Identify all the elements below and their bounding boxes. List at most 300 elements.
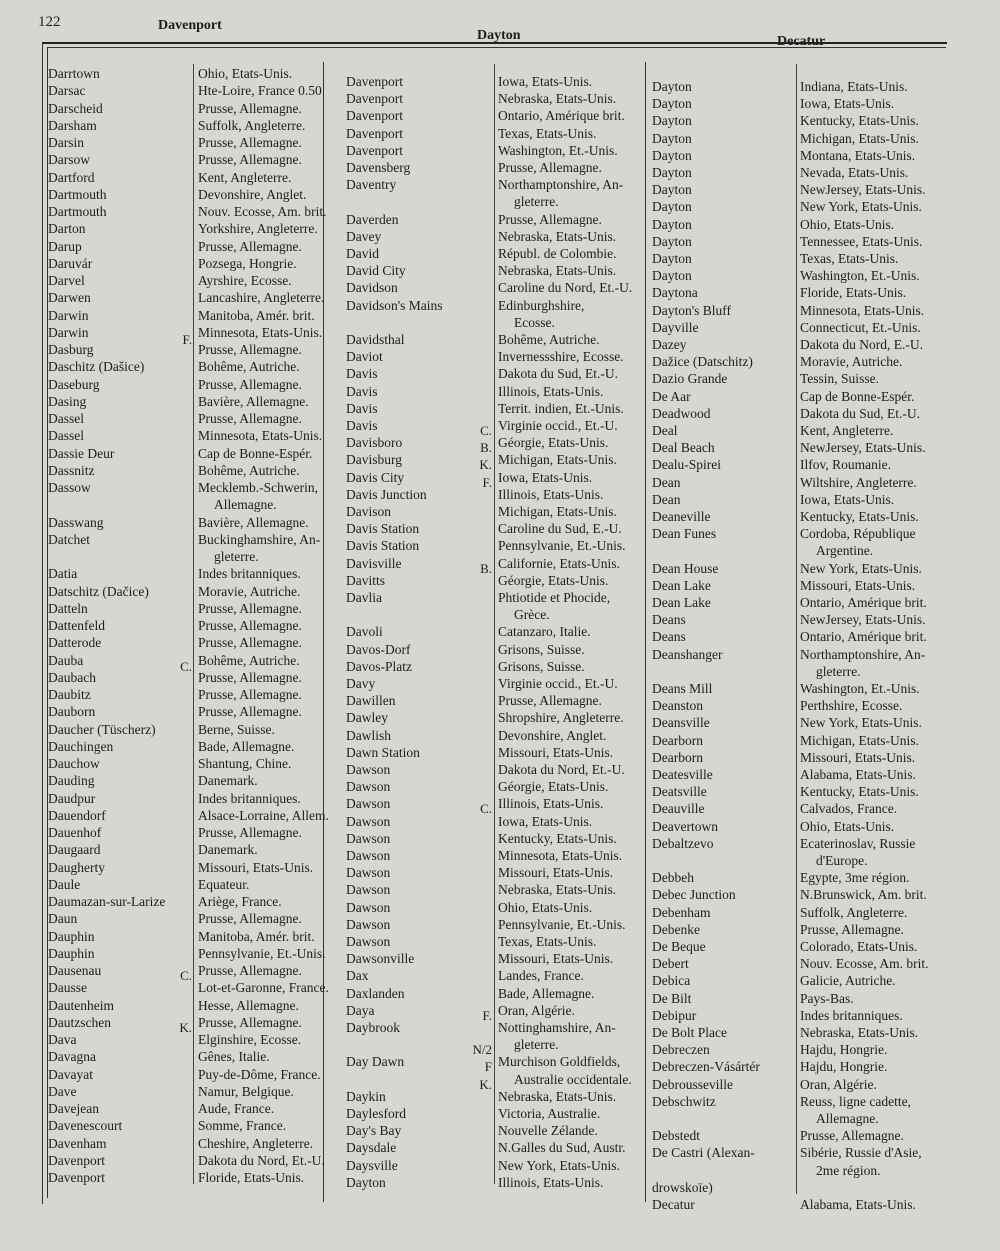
postal-code: C. (480, 423, 492, 438)
location: Caroline du Nord, Et.-U. (498, 280, 633, 296)
place-name: Davidsthal (346, 332, 405, 347)
running-head-left: Davenport (158, 18, 222, 33)
postal-code: F. (182, 332, 192, 347)
place-name: Dave (48, 1083, 77, 1099)
place-name: Dassie Deur (48, 445, 115, 461)
place-name: Davis (346, 400, 378, 416)
location: Ayrshire, Ecosse. (198, 273, 292, 288)
place-name: Deal (652, 423, 678, 438)
location: Suffolk, Angleterre. (198, 117, 306, 133)
place-name: Deansville (652, 715, 710, 731)
place-name: Daverden (346, 211, 399, 227)
location: gleterre. (214, 549, 259, 564)
location: Dakota du Nord, Et.-U. (498, 762, 625, 777)
place-name: Darsin (48, 135, 84, 150)
location: Prusse, Allemagne. (198, 825, 302, 840)
place-name: Davenport (346, 74, 403, 89)
place-name: Dawley (346, 710, 388, 726)
location: Perthshire, Ecosse. (800, 698, 903, 714)
place-name: Daubach (48, 669, 96, 685)
place-name: Davis Station (346, 521, 420, 537)
location: Minnesota, Etats-Unis. (198, 428, 323, 444)
location: Géorgie, Etats-Unis. (498, 779, 609, 795)
location: N.Galles du Sud, Austr. (498, 1140, 626, 1156)
postal-code: F. (482, 1007, 492, 1023)
location: Prusse, Allemagne. (198, 618, 302, 633)
location: Nouvelle Zélande. (498, 1123, 598, 1139)
place-name: Daysdale (346, 1140, 397, 1156)
postal-code: C. (180, 658, 192, 674)
location: Alabama, Etats-Unis. (800, 767, 916, 782)
location: Texas, Etats-Unis. (800, 251, 899, 266)
location: Michigan, Etats-Unis. (800, 130, 919, 146)
place-name: Dauphin (48, 928, 95, 944)
location: Lot-et-Garonne, France. (198, 980, 329, 996)
place-name: Dawson (346, 779, 391, 795)
location: Bohême, Autriche. (198, 652, 300, 668)
location: Prusse, Allemagne. (198, 1014, 302, 1030)
location: Nebraska, Etats-Unis. (498, 263, 617, 279)
location: Gênes, Italie. (198, 1049, 270, 1065)
location: gleterre. (816, 663, 861, 679)
place-name: Dasswang (48, 514, 104, 530)
location: Cap de Bonne-Espér. (800, 388, 915, 404)
location: Caroline du Sud, E.-U. (498, 521, 622, 537)
location: Prusse, Allemagne. (198, 635, 302, 651)
location: Wiltshire, Angleterre. (800, 474, 917, 490)
location: Ohio, Etats-Unis. (800, 216, 895, 232)
location: Devonshire, Anglet. (498, 727, 607, 743)
place-name: Datia (48, 566, 78, 582)
place-name: Dean (652, 491, 681, 507)
place-name: Darsac (48, 83, 86, 99)
place-name: Dean Lake (652, 595, 711, 610)
place-name: Darwin (48, 307, 89, 323)
location: Prusse, Allemagne. (198, 342, 302, 357)
place-name: Daudpur (48, 790, 96, 806)
postal-code: N/2 (472, 1042, 492, 1058)
location: Moravie, Autriche. (800, 354, 903, 370)
location: Mecklemb.-Schwerin, (198, 480, 318, 495)
place-name: Dassel (48, 411, 84, 426)
location: Prusse, Allemagne. (198, 687, 302, 702)
place-name: Davoli (346, 624, 383, 640)
location: Victoria, Australie. (498, 1106, 601, 1121)
place-name: Deanshanger (652, 646, 723, 662)
postal-code: F (484, 1059, 492, 1075)
location: Reuss, ligne cadette, (800, 1093, 911, 1109)
location: Oran, Algérie. (498, 1002, 575, 1018)
location: Grisons, Suisse. (498, 658, 585, 674)
column-separator (323, 62, 324, 1202)
place-name: Dawlish (346, 727, 391, 743)
location: Prusse, Allemagne. (198, 911, 302, 927)
place-name: Dawson (346, 916, 391, 932)
location: Prusse, Allemagne. (198, 135, 302, 150)
place-name: Deaneville (652, 509, 711, 524)
location: Iowa, Etats-Unis. (800, 491, 895, 507)
place-name: Dawn Station (346, 744, 420, 760)
location: New York, Etats-Unis. (498, 1157, 620, 1173)
location-rule (796, 64, 797, 1194)
location: Ariège, France. (198, 894, 282, 909)
place-name: Dattenfeld (48, 618, 105, 633)
location: Iowa, Etats-Unis. (800, 96, 895, 112)
place-name: Davagna (48, 1049, 96, 1065)
place-name: Dažice (Datschitz) (652, 354, 753, 370)
location: Illinois, Etats-Unis. (498, 1174, 604, 1190)
location: Cordoba, République (800, 526, 916, 542)
place-name: Dayton (652, 268, 692, 284)
place-name: Dayton (652, 233, 692, 249)
place-name: Davis (346, 418, 378, 433)
place-name: Davy (346, 676, 376, 691)
location: Suffolk, Angleterre. (800, 904, 908, 920)
location: Lancashire, Angleterre. (198, 290, 325, 306)
location: Oran, Algérie. (800, 1076, 877, 1092)
place-name: Day Dawn (346, 1054, 405, 1070)
place-name: Davos-Dorf (346, 641, 411, 657)
location: Argentine. (816, 543, 874, 559)
place-name: Dassnitz (48, 462, 95, 478)
place-name: Deavertown (652, 818, 718, 834)
place-name: Davis Station (346, 538, 420, 554)
place-name: Darup (48, 238, 82, 254)
location: Ohio, Etats-Unis. (498, 899, 593, 915)
location: Prusse, Allemagne. (198, 600, 302, 616)
location-rule (193, 64, 194, 1184)
location: Nebraska, Etats-Unis. (498, 1088, 617, 1104)
location: Landes, France. (498, 968, 584, 984)
location: Puy-de-Dôme, France. (198, 1066, 321, 1082)
location: Moravie, Autriche. (198, 583, 301, 599)
location: Indes britanniques. (800, 1007, 903, 1023)
location: Danemark. (198, 842, 258, 858)
location: Catanzaro, Italie. (498, 624, 591, 640)
location: Prusse, Allemagne. (198, 704, 302, 720)
location: Connecticut, Et.-Unis. (800, 319, 921, 335)
location: Missouri, Etats-Unis. (800, 577, 916, 593)
place-name: Debrousseville (652, 1076, 733, 1092)
place-name: Dauendorf (48, 807, 106, 823)
location: NewJersey, Etats-Unis. (800, 612, 926, 628)
place-name: Deans (652, 629, 686, 645)
place-name: Dawson (346, 762, 391, 777)
place-name: Debstedt (652, 1128, 700, 1144)
place-name: Davidson (346, 280, 398, 296)
place-name: De Bilt (652, 990, 692, 1006)
place-name: Deans (652, 612, 686, 628)
place-name: Dawsonville (346, 951, 415, 967)
place-name: Darsham (48, 117, 97, 133)
location: Washington, Et.-Unis. (800, 268, 920, 284)
location: Northamptonshire, An- (498, 177, 624, 193)
place-name: Dawson (346, 882, 391, 898)
place-name: Debreczen-Vásártér (652, 1059, 760, 1075)
location: Prusse, Allemagne. (800, 921, 904, 937)
location: Equateur. (198, 876, 250, 892)
location: New York, Etats-Unis. (800, 199, 922, 215)
place-name: Dayton (652, 113, 692, 129)
place-name: Darton (48, 221, 86, 237)
location: Bade, Allemagne. (198, 738, 295, 754)
place-name: Daysville (346, 1157, 398, 1173)
place-name: Dartmouth (48, 204, 107, 219)
location: Pozsega, Hongrie. (198, 255, 297, 271)
place-name: Deatsville (652, 784, 707, 800)
location: Nebraska, Etats-Unis. (498, 882, 617, 898)
location: N.Brunswick, Am. brit. (800, 887, 927, 903)
place-name: Dayton (346, 1174, 386, 1190)
place-name: Dayton's Bluff (652, 302, 732, 318)
location: Prusse, Allemagne. (198, 100, 302, 116)
place-name: Dayton (652, 182, 692, 198)
place-name: Dawson (346, 830, 391, 846)
place-name: De Castri (Alexan- (652, 1145, 755, 1161)
location: Floride, Etats-Unis. (198, 1170, 305, 1185)
location: Manitoba, Amér. brit. (198, 928, 315, 944)
place-name: Dauenhof (48, 825, 102, 840)
location: Indes britanniques. (198, 566, 301, 582)
location: Texas, Etats-Unis. (498, 934, 597, 949)
location: Allemagne. (214, 497, 277, 513)
location-rule (494, 64, 495, 1184)
place-name: Davenport (346, 125, 403, 141)
place-name: Davisburg (346, 452, 402, 468)
location: Devonshire, Anglet. (198, 186, 307, 202)
location: Ohio, Etats-Unis. (198, 66, 293, 81)
place-name: Deauville (652, 801, 705, 817)
location: Iowa, Etats-Unis. (498, 813, 593, 829)
location: Prusse, Allemagne. (198, 669, 302, 685)
place-name: Dayton (652, 130, 692, 146)
location: 2me région. (816, 1162, 881, 1178)
place-name: Dauchow (48, 756, 100, 771)
location: Alabama, Etats-Unis. (800, 1197, 916, 1212)
location: Colorado, Etats-Unis. (800, 939, 918, 954)
place-name: Davisboro (346, 435, 403, 451)
place-name: De Bolt Place (652, 1025, 727, 1040)
location: Californie, Etats-Unis. (498, 555, 620, 571)
location: Minnesota, Etats-Unis. (198, 324, 323, 340)
location: Pays-Bas. (800, 990, 854, 1006)
location: Prusse, Allemagne. (198, 376, 302, 392)
location: Somme, France. (198, 1118, 287, 1134)
place-name: Deatesville (652, 767, 713, 782)
location: Prusse, Allemagne. (198, 152, 302, 168)
location: Kentucky, Etats-Unis. (498, 830, 617, 846)
location: Ontario, Amérique brit. (498, 108, 625, 124)
location: Nebraska, Etats-Unis. (498, 91, 617, 107)
location: Michigan, Etats-Unis. (498, 504, 617, 519)
location: Prusse, Allemagne. (498, 693, 602, 709)
place-name: Darvel (48, 273, 85, 288)
place-name: Dayville (652, 319, 699, 335)
place-name: Dean House (652, 560, 719, 576)
place-name: Debipur (652, 1007, 697, 1023)
place-name: Dawson (346, 848, 391, 863)
place-name: Dausenau (48, 963, 102, 978)
location: Ontario, Amérique brit. (800, 595, 927, 610)
location: Shropshire, Angleterre. (498, 710, 624, 726)
place-name: Dautenheim (48, 997, 114, 1013)
location: Kentucky, Etats-Unis. (800, 113, 919, 129)
place-name: Daxlanden (346, 985, 405, 1001)
place-name: Dayton (652, 96, 692, 112)
location: Virginie occid., Et.-U. (498, 418, 618, 433)
place-name: Dayton (652, 251, 692, 266)
place-name: Debreczen (652, 1042, 710, 1058)
location: Michigan, Etats-Unis. (498, 452, 617, 468)
place-name: Dayton (652, 165, 692, 180)
location: Virginie occid., Et.-U. (498, 676, 618, 691)
place-name: Daseburg (48, 376, 100, 392)
place-name: Dayton (652, 199, 692, 215)
place-name: Davenport (346, 142, 403, 158)
place-name: Daugaard (48, 842, 101, 858)
location: Texas, Etats-Unis. (498, 125, 597, 141)
place-name: Davisville (346, 555, 402, 571)
running-head-right: Decatur (777, 34, 826, 49)
place-name: Davos-Platz (346, 658, 412, 674)
location: Ecosse. (514, 314, 555, 330)
location: NewJersey, Etats-Unis. (800, 182, 926, 198)
place-name: Daule (48, 876, 81, 892)
location: Egypte, 3me région. (800, 870, 910, 886)
place-name: Dawson (346, 813, 391, 829)
place-name: De Beque (652, 939, 706, 954)
place-name: Davenport (346, 91, 403, 107)
location: Missouri, Etats-Unis. (198, 859, 314, 875)
place-name: Daylesford (346, 1106, 406, 1121)
place-name: Davis City (346, 469, 405, 485)
place-name: Dartmouth (48, 186, 107, 202)
location: Indiana, Etats-Unis. (800, 79, 908, 94)
place-name: Debert (652, 956, 689, 972)
location: Hte-Loire, France 0.50 (198, 83, 322, 99)
location: Cap de Bonne-Espér. (198, 445, 313, 461)
place-name: Debenke (652, 921, 700, 937)
postal-code: K. (479, 457, 492, 473)
place-name: Dauchingen (48, 738, 114, 754)
location: Nottinghamshire, An- (498, 1020, 616, 1035)
location: Bavière, Allemagne. (198, 514, 309, 530)
location: Elginshire, Ecosse. (198, 1032, 302, 1047)
location: Géorgie, Etats-Unis. (498, 435, 609, 451)
location: Grèce. (514, 607, 550, 623)
place-name: Dartford (48, 169, 95, 185)
place-name: Decatur (652, 1197, 695, 1212)
location: Floride, Etats-Unis. (800, 285, 907, 301)
location: Illinois, Etats-Unis. (498, 486, 604, 502)
location: Alsace-Lorraine, Allem. (198, 807, 329, 823)
place-name: Datterode (48, 635, 102, 651)
location: New York, Etats-Unis. (800, 560, 922, 576)
location: Northamptonshire, An- (800, 646, 926, 662)
location: d'Europe. (816, 852, 868, 868)
location: Minnesota, Etats-Unis. (800, 302, 925, 318)
place-name: Dauborn (48, 704, 96, 720)
place-name: Daumazan-sur-Larize (48, 894, 166, 909)
place-name: Dawson (346, 865, 391, 881)
location: Bohême, Autriche. (498, 332, 600, 347)
running-head-center: Dayton (477, 28, 521, 43)
location: Dakota du Nord, E.-U. (800, 337, 923, 352)
location: Prusse, Allemagne. (800, 1128, 904, 1144)
postal-code: C. (180, 968, 192, 984)
place-name: Dautzschen (48, 1014, 111, 1030)
place-name: Dayton (652, 216, 692, 232)
location: Minnesota, Etats-Unis. (498, 848, 623, 863)
location: Prusse, Allemagne. (498, 211, 602, 227)
location: Hajdu, Hongrie. (800, 1042, 888, 1058)
place-name: Dealu-Spirei (652, 457, 721, 473)
place-name: Daventry (346, 177, 397, 193)
location: Edinburghshire, (498, 297, 585, 313)
place-name: Darrtown (48, 66, 100, 81)
location: Ilfov, Roumanie. (800, 457, 891, 473)
place-name: Davenport (48, 1170, 105, 1185)
location: Nouv. Ecosse, Am. brit. (198, 204, 327, 219)
place-name: Dassel (48, 428, 84, 444)
place-name: Davenescourt (48, 1118, 123, 1134)
location: Buckinghamshire, An- (198, 531, 321, 547)
place-name: Daschitz (Dašice) (48, 359, 145, 375)
location: Prusse, Allemagne. (198, 963, 302, 978)
place-name: Davis (346, 383, 378, 399)
place-name: Davidson's Mains (346, 297, 443, 313)
place-name: Dazey (652, 337, 687, 352)
place-name: Daugherty (48, 859, 105, 875)
location: Républ. de Colombie. (498, 246, 617, 261)
location: Iowa, Etats-Unis. (498, 74, 593, 89)
location: Nebraska, Etats-Unis. (800, 1025, 919, 1040)
place-name: Debschwitz (652, 1093, 716, 1109)
place-name: Dayton (652, 79, 692, 94)
place-name: Davlia (346, 590, 382, 605)
place-name: De Aar (652, 388, 691, 404)
place-name: Daucher (Tüscherz) (48, 721, 156, 737)
location: Galicie, Autriche. (800, 973, 896, 989)
place-name: Darwen (48, 290, 91, 306)
location: Cheshire, Angleterre. (198, 1135, 314, 1151)
location: Missouri, Etats-Unis. (498, 744, 614, 760)
location: Ontario, Amérique brit. (800, 629, 927, 645)
location: Montana, Etats-Unis. (800, 147, 916, 163)
location: Pennsylvanie, Et.-Unis. (198, 945, 326, 961)
place-name: Dayton (652, 147, 692, 163)
location: gleterre. (514, 194, 559, 210)
place-name: Dean (652, 474, 681, 490)
place-name: Dava (48, 1032, 77, 1047)
place-name: Davey (346, 228, 382, 244)
place-name: Debica (652, 973, 691, 989)
place-name: Deal Beach (652, 440, 715, 456)
place-name: Davenham (48, 1135, 107, 1151)
location: Grisons, Suisse. (498, 641, 585, 657)
location: Dakota du Sud, Et.-U. (498, 366, 618, 382)
location: Kent, Angleterre. (198, 169, 292, 185)
place-name: Deans Mill (652, 681, 713, 696)
place-name: Day's Bay (346, 1123, 402, 1139)
location: Géorgie, Etats-Unis. (498, 572, 609, 588)
place-name: Dax (346, 968, 369, 984)
location: Washington, Et.-Unis. (800, 681, 920, 696)
place-name: Davejean (48, 1101, 99, 1116)
place-name: Dearborn (652, 749, 703, 765)
place-name: Dearborn (652, 732, 703, 748)
location: Bohême, Autriche. (198, 359, 300, 375)
